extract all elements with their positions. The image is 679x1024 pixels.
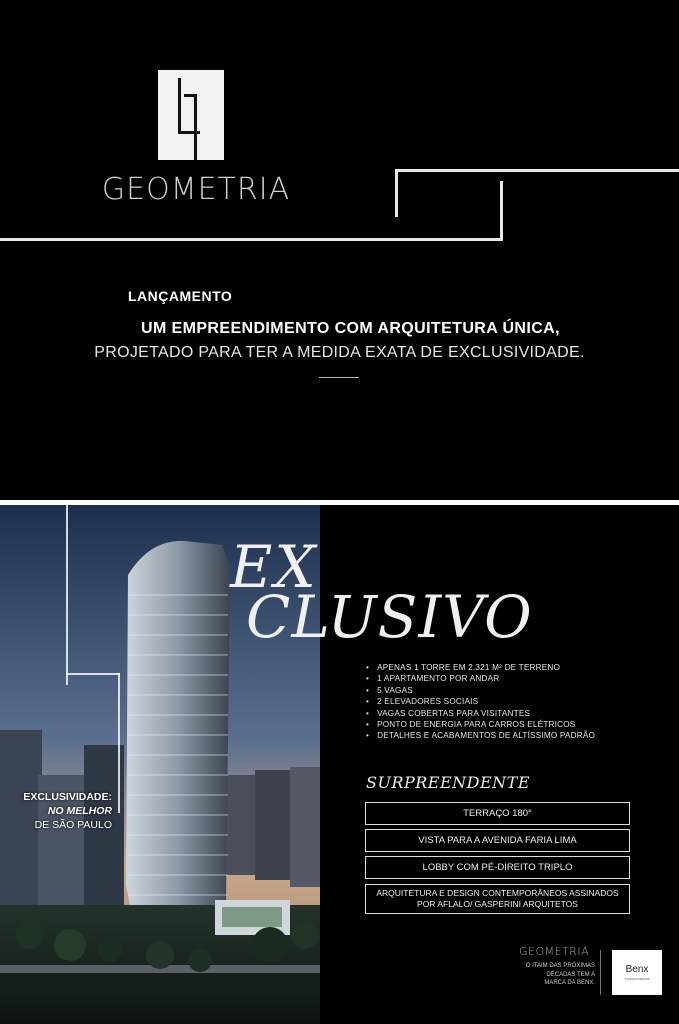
feature-item: • PONTO DE ENERGIA PARA CARROS ELÉTRICOS	[366, 719, 595, 730]
benx-logo	[612, 950, 662, 995]
caption-line2: NO MELHOR	[47, 805, 112, 817]
headline-line2: PROJETADO PARA TER A MEDIDA EXATA DE EXCLUSIVIDADE.	[94, 344, 585, 361]
highlight-box	[365, 884, 630, 914]
decorative-line	[395, 169, 398, 217]
photo-caption	[8, 790, 112, 832]
decorative-line	[500, 181, 503, 241]
highlight-box: LOBBY COM PÉ-DIREITO TRIPLO	[365, 856, 630, 879]
tagline-line: O ITAIM DAS PRÓXIMAS	[525, 963, 595, 969]
highlight-line: POR AFLALO/ GASPERINI ARQUITETOS	[417, 899, 578, 909]
title-part1: EX	[230, 533, 318, 601]
decorative-line	[66, 673, 120, 675]
divider	[319, 377, 359, 378]
title-part2: CLUSIVO	[246, 583, 533, 651]
feature-item: • VAGAS COBERTAS PARA VISITANTES	[366, 708, 595, 719]
decorative-line	[395, 169, 679, 172]
tagline-line: DÉCADAS TEM A	[546, 971, 595, 978]
feature-item: • 1 APARTAMENTO POR ANDAR	[366, 673, 595, 684]
tagline-line: MARCA DA BENX.	[544, 980, 595, 986]
caption-line1: EXCLUSIVIDADE:	[23, 791, 112, 803]
caption-line3: DE SÃO PAULO	[34, 819, 112, 831]
divider	[600, 950, 601, 995]
highlight-line: ARQUITETURA E DESIGN CONTEMPORÂNEOS ASSINADOS	[376, 888, 619, 898]
feature-list	[366, 662, 595, 742]
bottom-section	[0, 505, 679, 1024]
feature-item: • 5 VAGAS	[366, 685, 595, 696]
decorative-line	[0, 238, 503, 241]
benx-logo-text: Benx	[625, 964, 649, 975]
feature-item: • DETALHES E ACABAMENTOS DE ALTÍSSIMO PADRÃO	[366, 730, 595, 741]
launch-label: LANÇAMENTO	[128, 288, 233, 304]
footer-brand: GEOMETRIA	[519, 945, 590, 958]
brand-name: GEOMETRIA	[101, 172, 291, 207]
feature-item: • APENAS 1 TORRE EM 2.321 M² DE TERRENO	[366, 662, 595, 673]
decorative-line	[66, 505, 68, 685]
decorative-line	[118, 673, 120, 813]
highlights-title: SURPREENDENTE	[366, 773, 531, 792]
highlight-box: TERRAÇO 180°	[365, 802, 630, 825]
top-section	[0, 0, 679, 500]
footer-tagline	[490, 962, 595, 988]
geometria-logo-icon	[158, 70, 224, 160]
benx-logo-sub: incorporadora	[624, 976, 650, 981]
feature-item: • 2 ELEVADORES SOCIAIS	[366, 696, 595, 707]
highlight-box: VISTA PARA A AVENIDA FARIA LIMA	[365, 829, 630, 852]
headline-line1: UM EMPREENDIMENTO COM ARQUITETURA ÚNICA,	[141, 320, 560, 337]
